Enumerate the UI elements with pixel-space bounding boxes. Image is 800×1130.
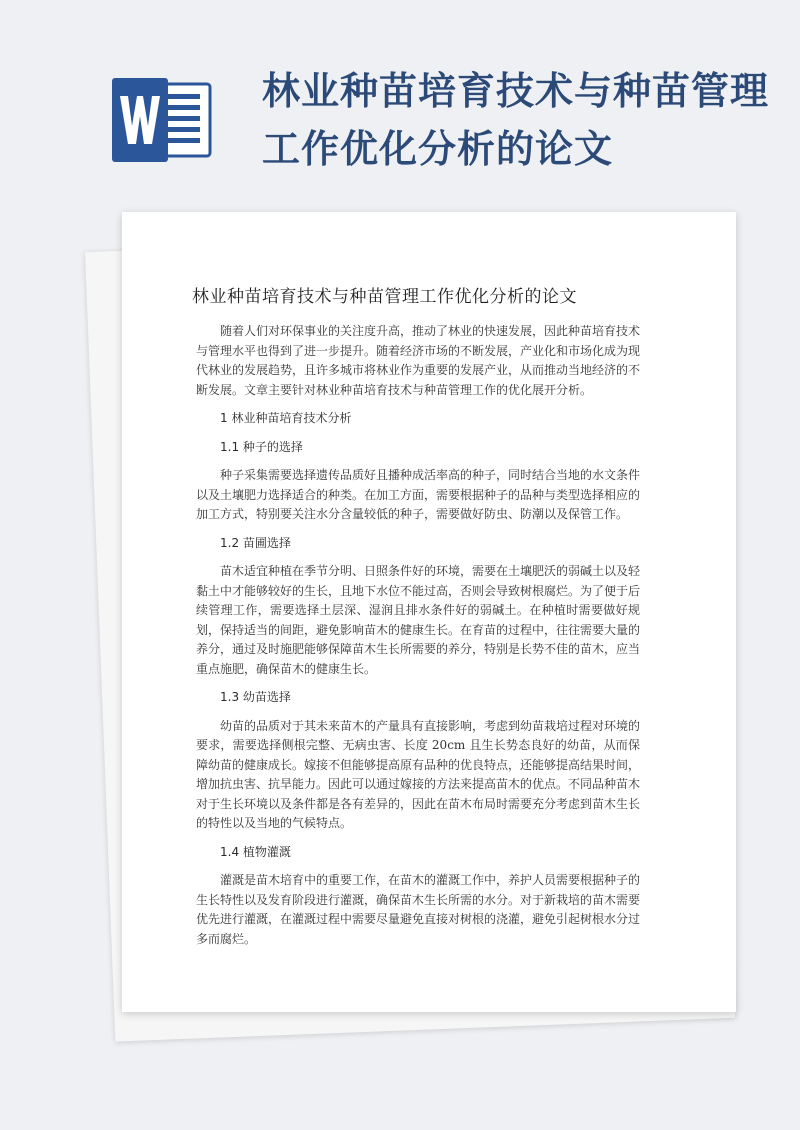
header-banner xyxy=(0,0,800,200)
section-heading: 1.1 种子的选择 xyxy=(220,439,303,454)
section-heading: 1.4 植物灌溉 xyxy=(220,844,291,859)
document-title-line-1: 林业种苗培育技术与种苗管理 xyxy=(262,68,770,113)
word-document-icon xyxy=(110,78,215,162)
paragraph: 随着人们对环保事业的关注度升高，推动了林业的快速发展，因此种苗培育技术与管理水平也得到了进一步提升。随着经济市场的不断发展，产业化和市场化成为现代林业的发展趋势，且许多城市将林业作为重要的发展产业，从而推动当地经济的不断发展。文章主要针对林业种苗培育技术与种苗管理工作的优化展开分析。 xyxy=(196,324,641,397)
paragraph: 种子采集需要选择遗传品质好且播种成活率高的种子，同时结合当地的水文条件以及土壤肥力选择适合的种类。在加工方面，需要根据种子的品种与类型选择相应的加工方式，特别要关注水分含量较低的种子，需要做好防虫、防潮以及保管工作。 xyxy=(196,468,641,521)
section-heading: 1.3 幼苗选择 xyxy=(220,690,291,704)
document-title-line-2: 工作优化分析的论文 xyxy=(262,126,614,171)
section-heading: 1.2 苗圃选择 xyxy=(220,535,291,550)
page-body xyxy=(196,322,640,958)
document-page xyxy=(122,212,736,1012)
document-title xyxy=(262,62,782,178)
page-heading: 林业种苗培育技术与种苗管理工作优化分析的论文 xyxy=(192,287,577,307)
paragraph: 幼苗的品质对于其未来苗木的产量具有直接影响，考虑到幼苗栽培过程对环境的要求，需要选择侧根完整、无病虫害、长度 20cm 且生长势态良好的幼苗，从而保障幼苗的健康成长。嫁接不但能够提高原有品种的优良特点，还能够提高结果时间，增加抗虫害、抗旱能力。因此可以通过嫁接的方法来提高苗木的优点。不同品种苗木对于生长环境以及条件都是各有差异的，因此在苗木布局时需要充分考虑到苗木生长的特性以及当地的气候特点。 xyxy=(196,718,641,830)
section-heading: 1 林业种苗培育技术分析 xyxy=(220,411,352,425)
paragraph: 灌溉是苗木培育中的重要工作，在苗木的灌溉工作中，养护人员需要根据种子的生长特性以及发育阶段进行灌溉，确保苗木生长所需的水分。对于新栽培的苗木需要优先进行灌溉，在灌溉过程中需要尽量避免直接对树根的浇灌，避免引起树根水分过多而腐烂。 xyxy=(196,873,641,946)
paragraph: 苗木适宜种植在季节分明、日照条件好的环境，需要在土壤肥沃的弱碱土以及轻黏土中才能够较好的生长，且地下水位不能过高，否则会导致树根腐烂。为了便于后续管理工作，需要选择土层深、湿润且排水条件好的弱碱土。在种植时需要做好规划，保持适当的间距，避免影响苗木的健康生长。在育苗的过程中，往往需要大量的养分，通过及时施肥能够保障苗木生长所需要的养分，特别是长势不佳的苗木，应当重点施肥，确保苗木的健康生长。 xyxy=(196,564,641,676)
